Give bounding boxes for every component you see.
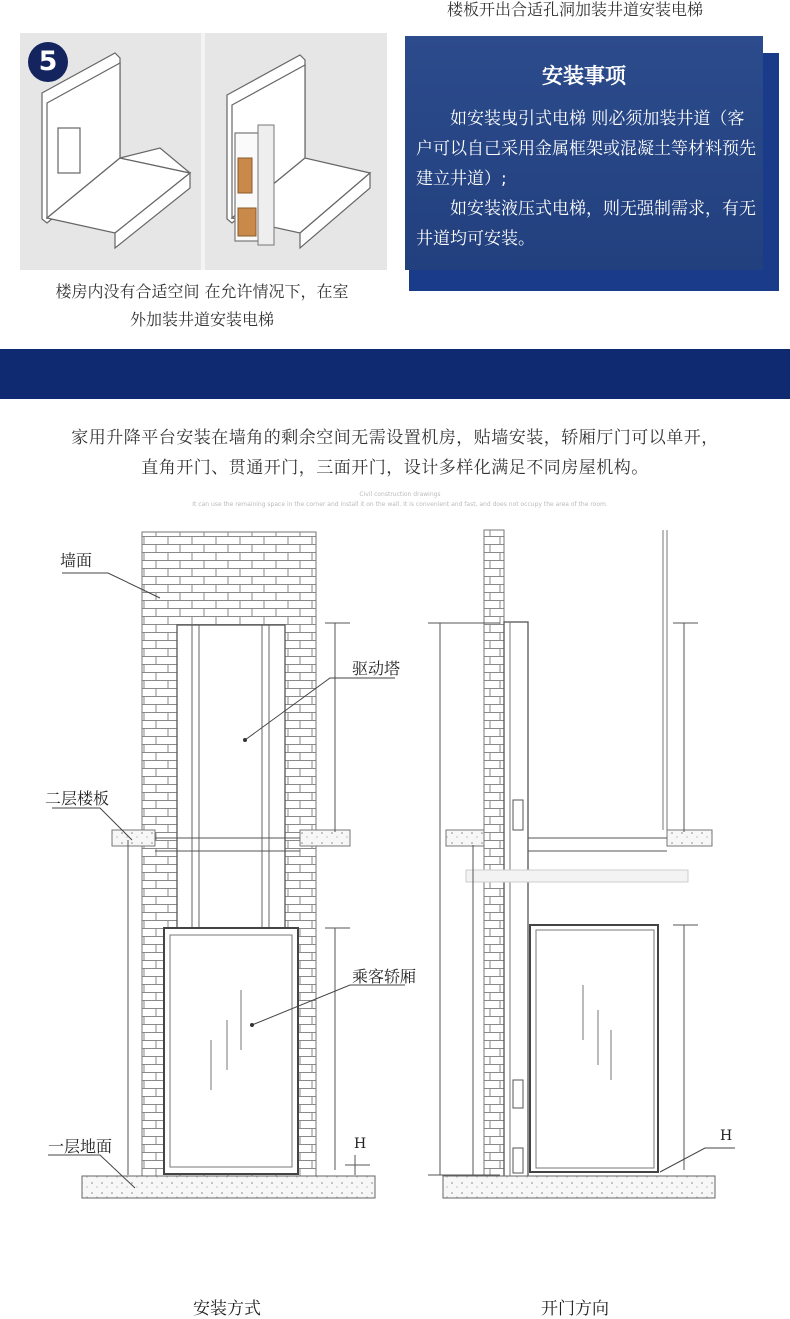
small-print-line2: It can use the remaining space in the corner and install it on the wall. It is convenient and fast, and does not occupy the area of the room. <box>192 501 608 508</box>
label-second-floor-slab: 二层楼板 <box>45 789 110 808</box>
intro-line1: 家用升降平台安装在墙角的剩余空间无需设置机房，贴墙安装，轿厢厅门可以单开， <box>71 428 719 448</box>
small-print-line1: Civil construction drawings <box>359 491 441 498</box>
elevator-shaft <box>235 125 274 245</box>
top-caption: 楼板开出合适孔洞加装井道安装电梯 <box>446 0 703 19</box>
section-divider-band <box>0 349 790 399</box>
step-caption-line1: 楼房内没有合适空间 在允许情况下，在室 <box>55 282 349 301</box>
intro-line2: 直角开门、贯通开门，三面开门，设计多样化满足不同房屋机构。 <box>141 458 649 478</box>
label-first-floor-ground: 一层地面 <box>48 1137 113 1156</box>
label-h-right: H <box>720 1128 733 1144</box>
step-5-illustration <box>20 33 387 270</box>
caption-installation-method: 安装方式 <box>193 1299 261 1319</box>
label-drive-tower: 驱动塔 <box>352 659 401 678</box>
drawing-canvas <box>0 515 790 1295</box>
right-drawing-door-direction <box>428 530 735 1198</box>
construction-drawing <box>0 515 790 1299</box>
notice-paragraph-1: 如安装曳引式电梯 则必须加装井道（客户可以自己采用金属框架或混凝土等材料预先建立井道）; <box>416 109 756 189</box>
label-wall: 墙面 <box>60 551 93 570</box>
caption-door-direction: 开门方向 <box>541 1299 609 1319</box>
panel-divider <box>201 33 205 270</box>
step-caption <box>30 278 374 334</box>
step-number-badge: 5 <box>28 42 68 82</box>
building-left <box>42 53 190 248</box>
intro-text <box>20 423 770 483</box>
label-passenger-car: 乘客轿厢 <box>352 967 417 986</box>
step-caption-line2: 外加装井道安装电梯 <box>129 310 274 329</box>
notice-title: 安装事项 <box>542 64 626 88</box>
installation-notice-box <box>405 36 763 270</box>
notice-paragraph-2: 如安装液压式电梯，则无强制需求，有无井道均可安装。 <box>416 199 756 249</box>
notice-text <box>416 104 756 254</box>
small-print <box>180 490 620 510</box>
label-h-left: H <box>354 1136 367 1152</box>
left-drawing-installation <box>48 532 405 1198</box>
